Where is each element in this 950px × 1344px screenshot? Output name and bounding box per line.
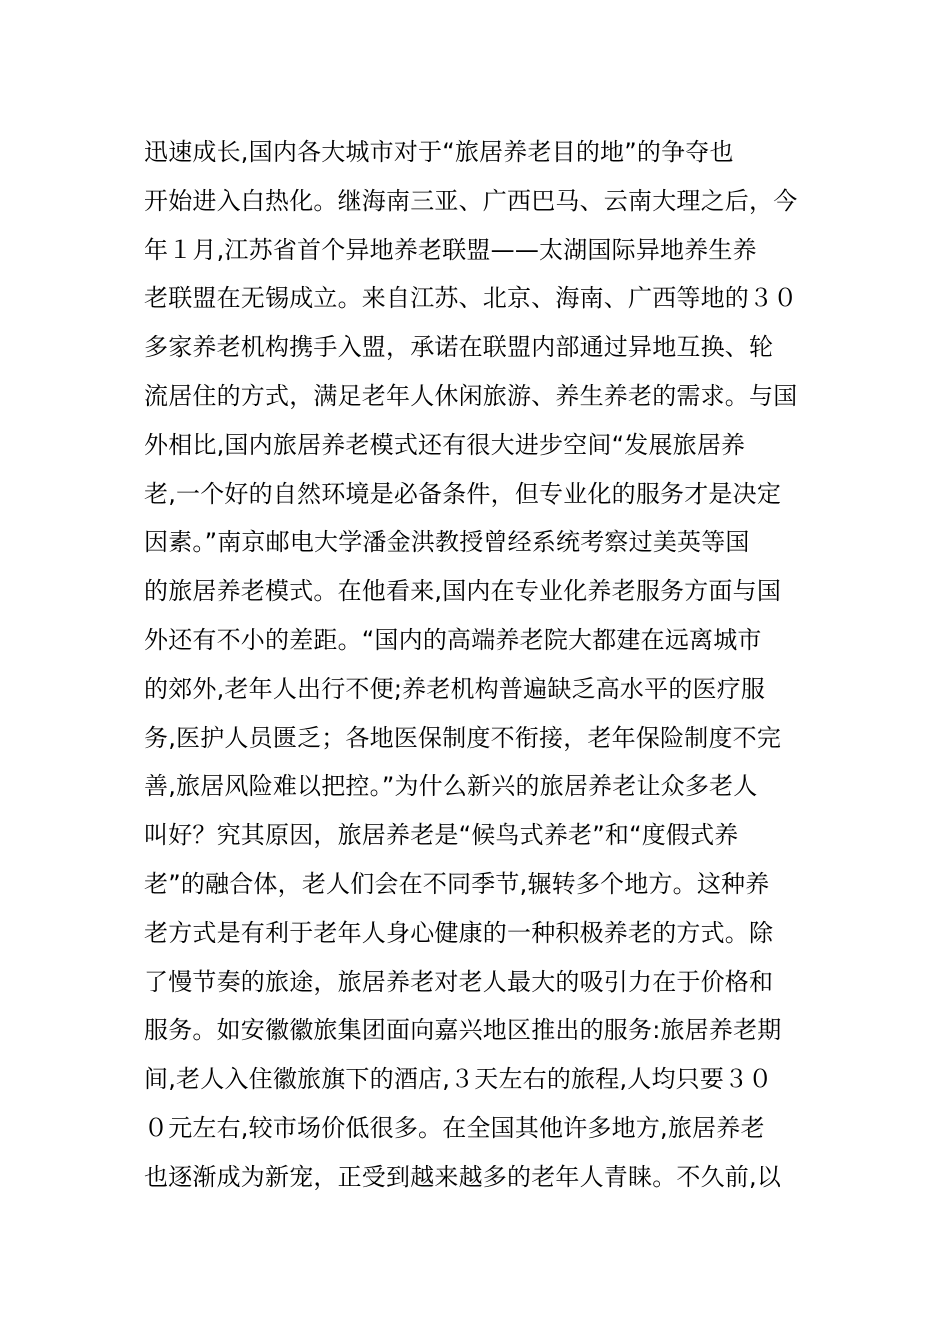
text-line: 老联盟在无锡成立。来自江苏、北京、海南、广西等地的３０ [144,284,798,313]
text-line: 外相比,国内旅居养老模式还有很大进步空间“发展旅居养 [144,430,746,459]
text-line: 也逐渐成为新宠，正受到越来越多的老年人青睐。不久前,以 [144,1162,782,1191]
text-line: 外还有不小的差距。“国内的高端养老院大都建在远离城市 [144,625,762,654]
text-line: 了慢节奏的旅途，旅居养老对老人最大的吸引力在于价格和 [144,967,774,996]
text-line: 善,旅居风险难以把控。”为什么新兴的旅居养老让众多老人 [144,772,758,801]
text-line: 老”的融合体，老人们会在不同季节,辗转多个地方。这种养 [144,869,770,898]
text-line: 的郊外,老年人出行不便;养老机构普遍缺乏高水平的医疗服 [144,674,766,703]
text-line: 的旅居养老模式。在他看来,国内在专业化养老服务方面与国 [144,577,782,606]
text-line: 服务。如安徽徽旅集团面向嘉兴地区推出的服务:旅居养老期 [144,1016,782,1045]
text-line: 老,一个好的自然环境是必备条件，但专业化的服务才是决定 [144,479,782,508]
text-line: 因素。”南京邮电大学潘金洪教授曾经系统考察过美英等国 [144,528,750,557]
text-line: 年１月,江苏省首个异地养老联盟——太湖国际异地养生养 [144,235,757,264]
text-line: 老方式是有利于老年人身心健康的一种积极养老的方式。除 [144,918,774,947]
text-line: 间,老人入住徽旅旗下的酒店,３天左右的旅程,人均只要３０ [144,1065,773,1094]
text-line: 务,医护人员匮乏；各地医保制度不衔接，老年保险制度不完 [144,723,782,752]
text-line: 多家养老机构携手入盟，承诺在联盟内部通过异地互换、轮 [144,333,774,362]
text-line: 迅速成长,国内各大城市对于“旅居养老目的地”的争夺也 [144,138,734,166]
text-line: 开始进入白热化。继海南三亚、广西巴马、云南大理之后，今 [144,186,798,215]
text-line: 叫好？究其原因，旅居养老是“候鸟式养老”和“度假式养 [144,821,739,850]
text-line: 流居住的方式，满足老年人休闲旅游、养生养老的需求。与国 [144,381,798,410]
body-text [144,128,806,1202]
text-line: ０元左右,较市场价低很多。在全国其他许多地方,旅居养老 [144,1113,765,1142]
